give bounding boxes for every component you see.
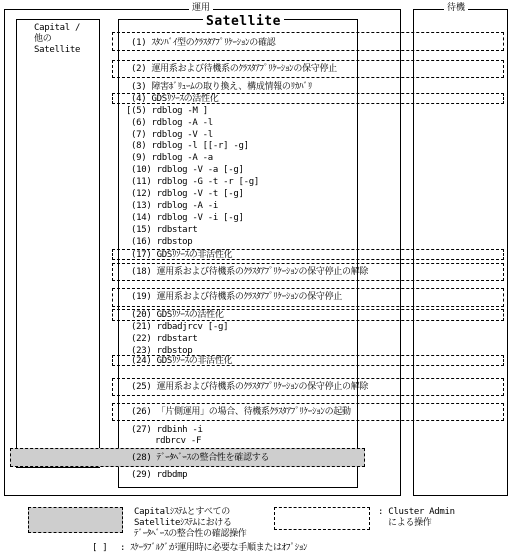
step-21: (21) rdbadjrcv [-g] [131, 322, 229, 332]
step-26: (26) 「片側運用」の場合、待機系ｸﾗｽﾀｱﾌﾟﾘｹｰｼｮﾝの起動 [131, 407, 351, 417]
legend-bracket-mark: [ ] [92, 543, 108, 553]
step-14: (14) rdblog -V -i [-g] [131, 213, 244, 223]
step-2: (2) 運用系および待機系のｸﾗｽﾀｱﾌﾟﾘｹｰｼｮﾝの保守停止 [131, 64, 337, 74]
step-1: (1) ｽﾀﾝﾊﾞｲ型のｸﾗｽﾀｱﾌﾟﾘｹｰｼｮﾝの確認 [131, 38, 276, 48]
step-15: (15) rdbstart [131, 225, 198, 235]
step-29: (29) rdbdmp [131, 470, 188, 480]
legend-shaded-text-3: ﾃﾞｰﾀﾍﾞｰｽの整合性の確認操作 [134, 529, 247, 539]
step-11: (11) rdblog -G -t -r [-g] [131, 177, 259, 187]
legend-dashed-swatch [274, 507, 370, 530]
legend-dashed-text-1: : Cluster Admin [378, 507, 455, 517]
step-19: (19) 運用系および待機系のｸﾗｽﾀｱﾌﾟﾘｹｰｼｮﾝの保守停止 [131, 292, 342, 302]
satellite-title: Satellite [203, 15, 284, 29]
step-28: (28) ﾃﾞｰﾀﾍﾞｰｽの整合性を確認する [131, 453, 270, 463]
step-6: (6) rdblog -A -l [131, 118, 213, 128]
step-17: (17) GDSﾘｿｰｽの非活性化 [131, 250, 233, 260]
capital-column-label-2: 他の [34, 34, 52, 44]
standby-region-label: 待機 [444, 3, 468, 13]
active-region-label: 運用 [189, 3, 213, 13]
step-20: (20) GDSﾘｿｰｽの活性化 [131, 310, 224, 320]
step-18: (18) 運用系および待機系のｸﾗｽﾀｱﾌﾟﾘｹｰｼｮﾝの保守停止の解除 [131, 267, 369, 277]
step-23: (23) rdbstop [131, 346, 193, 356]
legend-bracket-text: : ｽｹｰﾗﾌﾞﾙｸﾞが運用時に必要な手順またはｵﾌﾟｼｮﾝ [120, 543, 308, 553]
step-22: (22) rdbstart [131, 334, 198, 344]
legend-shaded-text-2: Satelliteｼｽﾃﾑにおける [134, 518, 232, 528]
step-7: (7) rdblog -V -l [131, 130, 213, 140]
step-10: (10) rdblog -V -a [-g] [131, 165, 244, 175]
step-8: (8) rdblog -l [[-r] -g] [131, 141, 249, 151]
step-25: (25) 運用系および待機系のｸﾗｽﾀｱﾌﾟﾘｹｰｼｮﾝの保守停止の解除 [131, 382, 369, 392]
legend-shaded-text-1: Capitalｼｽﾃﾑとすべての [134, 507, 230, 517]
legend-shaded-swatch [28, 507, 123, 533]
step-12: (12) rdblog -V -t [-g] [131, 189, 244, 199]
capital-column [16, 19, 100, 468]
step-27: (27) rdbinh -i [131, 425, 203, 435]
step-4: (4) GDSﾘｿｰｽの活性化 [131, 94, 219, 104]
step-13: (13) rdblog -A -i [131, 201, 219, 211]
legend-dashed-text-2: による操作 [388, 518, 432, 528]
step-16: (16) rdbstop [131, 237, 193, 247]
step-27-cont: rdbrcv -F [155, 436, 202, 446]
step-3: (3) 障害ﾎﾞﾘｭｰﾑの取り換え、構成情報のﾘｶﾊﾞﾘ [131, 82, 312, 92]
capital-column-label-1: Capital / [34, 23, 81, 33]
step-5: [(5) rdblog -M ] [126, 106, 208, 116]
step-24: (24) GDSﾘｿｰｽの非活性化 [131, 356, 233, 366]
capital-column-label-3: Satellite [34, 45, 81, 55]
step-9: (9) rdblog -A -a [131, 153, 213, 163]
